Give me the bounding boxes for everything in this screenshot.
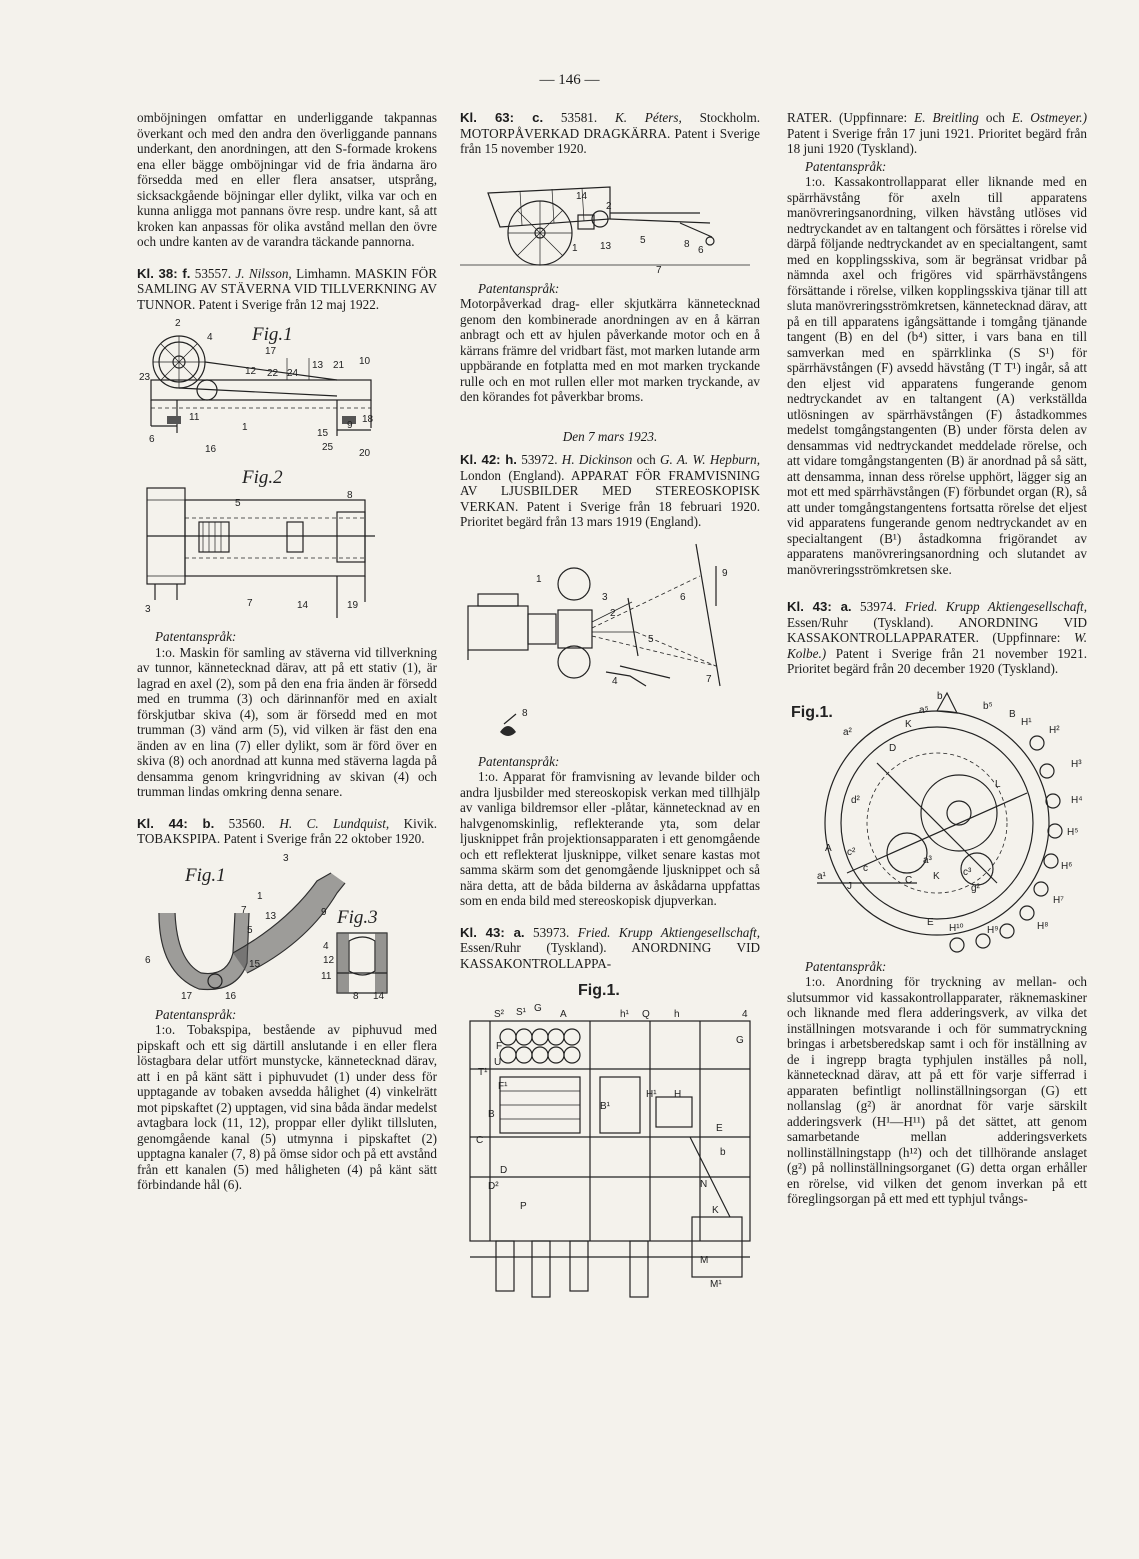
svg-text:9: 9 (321, 906, 327, 918)
claim-text: 1:o. Anordning för tryckning av mellan- och slutsummor vid kassakontrollapparater, räknemaskiner och liknande med flera adderingsverk, av vilka det inställningen motsvarande i och för summatryckning bringas i arbetsberedskap samt i och för inställning av de i ingrepp bragta typhjulen inställes på noll, kännetecknad därav, att på ett för varje sifferrad i apparaten befintligt nollinställningsorgan (G) ett nollanslag (g²) är anordnat för varje särskilt adderingsverk (H¹—H¹¹) på det sättet, att genom samarbetande mellan adderingsverkets nollinställningstapp (h¹²) och det tillhörande anslaget (g²) på nollinställningsorganet (G) detta organ erhåller en rörelse, vid vilken det genom inverkan på ett föreglingsorgan på ett med ett typhjul tvångs- (787, 974, 1087, 1206)
claim-text: 1:o. Kassakontrollapparat eller liknande med en spärrhävstång för axeln till apparatens manövreringsanordning, vilken hävstång utlöses vid nedtryckandet av en taltangent och försättes i rörelse vid därpå följande nedtryckandet av en specialtangent, samt med en kopplingsskiva, som är begränsat vridbar på nämnda axel och frigöres vid spärrhävstångens försättande i rörelse, vilken kopplingsskiva tjänar till att sluta manövreringsströmkretsen, kännetecknad därav, att på en till apparatens igångsättande i tomgång tjänande tangent (B) en del (b⁴) sitter, i vars bana en till samverkan med en spärrklinka (S S¹) för spärrhävstången (F) avsedd hävstång (T T¹) ingår, så att den eljest vid apparatens fungerande genom nedtryckandet av en taltangent (A) verkställda utlösningen av spärrhävstången (F) åstadkommes medelst tomgångstangenten (B) under första delen av densammas vid nedtryckandet meddelade rörelse, och att vidare tomgångstangenten (B) är anordnad på så sätt, att densamma, innan dess rörelse upphört, lägger sig an mot ett med spärrhävstången (F) förbundet organ (R), så att under tomgångstangentens fortsatta rörelse det eljest vid apparatens fungerande genom nedtryckandet av en specialtangent (B¹) åstadkomna frigörandet av apparatens manövreringsanordning och slutandet av manövreringsströmkretsen ske. (787, 174, 1087, 577)
svg-text:14: 14 (373, 990, 385, 1001)
svg-text:D: D (889, 742, 897, 754)
svg-text:17: 17 (265, 346, 277, 357)
patent-title: Stockholm. MOTORPÅVERKAD DRAGKÄRRA. Patent i Sverige från 15 november 1920. (460, 110, 761, 156)
svg-text:15: 15 (249, 958, 261, 970)
svg-text:8: 8 (522, 707, 528, 719)
inventor-2: W. Kolbe.) (787, 630, 1088, 661)
svg-text:H⁸: H⁸ (1037, 920, 1049, 932)
svg-text:h¹: h¹ (620, 1009, 629, 1020)
fig1-label: Fig.1 (252, 324, 293, 345)
inventor: J. Nilsson, (235, 265, 292, 281)
svg-text:5: 5 (247, 924, 253, 936)
patent-number: 53581. (560, 110, 598, 125)
svg-text:2: 2 (175, 318, 181, 329)
inventor: Fried. Krupp Aktiengesellschaft, (904, 599, 1088, 614)
svg-text:G: G (534, 1003, 542, 1014)
svg-text:C: C (905, 874, 913, 886)
claim-text: Motorpåverkad drag- eller skjutkärra kännetecknad genom den kombinerade anordningen av en å kärran anbragt och ett av hjulen påverkande motor och en å kärrans främre del vridbart fäst, mot marken lutande arm uppbärande en fotplatta med en mot marken tryckande rulle och en mot rullen eller mot marken tryckande, av den körandes fot påverkbar broms. (460, 296, 760, 404)
svg-text:11: 11 (189, 412, 200, 423)
svg-text:9: 9 (347, 420, 353, 431)
patent-number: 53560. (228, 815, 265, 831)
svg-text:E: E (716, 1123, 723, 1134)
svg-text:25: 25 (322, 442, 334, 453)
svg-text:G: G (736, 1035, 744, 1046)
figure-barrel-machine (137, 318, 437, 623)
class-code: Kl. 43: a. (460, 924, 525, 940)
svg-text:U: U (494, 1057, 502, 1068)
svg-text:11: 11 (321, 970, 332, 982)
svg-text:c³: c³ (963, 866, 972, 878)
date-heading: Den 7 mars 1923. (562, 428, 658, 444)
svg-text:L: L (995, 778, 1001, 790)
svg-text:M: M (700, 1255, 709, 1266)
pipe-fig1-label: Fig.1 (185, 864, 226, 886)
svg-text:5: 5 (235, 498, 241, 509)
svg-text:K: K (712, 1205, 719, 1216)
svg-text:2: 2 (606, 200, 612, 212)
cash-register-drawing-1 (460, 977, 760, 1307)
svg-text:b⁵: b⁵ (983, 700, 993, 712)
inventor-2: E. Ostmeyer.) (1011, 110, 1087, 125)
figure-motor-cart (460, 163, 760, 275)
column-right (787, 110, 1087, 1207)
svg-text:H⁹: H⁹ (987, 924, 999, 936)
class-code: Kl. 38: f. (137, 265, 191, 281)
svg-text:23: 23 (139, 372, 151, 383)
register1-fig-label: Fig.1. (578, 982, 620, 999)
svg-text:13: 13 (312, 360, 324, 371)
patent-title: Essen/Ruhr (Tyskland). ANORDNING VID KASSAKONTROLLAPPA- (460, 940, 760, 971)
claim-text: 1:o. Maskin för samling av stäverna vid tillverkning av tunnor, kännetecknad därav, att på ett stativ (1), är lagrad en axel (2), som på den ena fria änden är försedd med en trumma (3) och därinnanför med en axialt förskjutbar skiva (4), som är försedd med en mot trumman (3) vänd arm (5), vid vilken är fäst den ena änden av en lina (7) eller dylikt, som är förd över en skiva (8) och anordnad att kunna med stäverna lagda på densamma genom kringvridning av skivan (4) och trumman lindas omkring denna senare. (137, 644, 437, 799)
patent-title: London (England). APPARAT FÖR FRAMVISNING AV LJUSBILDER MED STEREOSKOPISK VERKAN. Patent i Sverige från 18 februari 1920. Prioritet begärd från 13 mars 1919 (England). (460, 467, 760, 529)
svg-text:T¹: T¹ (478, 1067, 488, 1078)
svg-text:H⁷: H⁷ (1053, 894, 1064, 906)
pipe-fig3-label: Fig.3 (337, 906, 378, 928)
inventor: H. Dickinson (561, 452, 633, 467)
svg-text:24: 24 (287, 368, 299, 379)
svg-text:7: 7 (656, 264, 662, 275)
svg-text:a³: a³ (923, 854, 932, 866)
svg-text:F: F (496, 1041, 503, 1052)
claim-heading: Patentanspråk: (805, 958, 887, 974)
svg-text:8: 8 (684, 238, 690, 250)
svg-text:6: 6 (149, 434, 155, 445)
svg-text:16: 16 (205, 444, 217, 455)
svg-text:H⁶: H⁶ (1061, 860, 1073, 872)
column-middle (460, 110, 760, 1313)
tobacco-pipe-drawing (137, 853, 407, 1001)
svg-text:4: 4 (612, 675, 618, 687)
fig2-label: Fig.2 (242, 467, 283, 488)
patent-entry-53557 (137, 266, 437, 313)
svg-text:d²: d² (851, 794, 860, 806)
patent-number: 53973. (533, 924, 570, 940)
figure-projector (460, 536, 760, 748)
svg-text:K: K (905, 718, 912, 730)
conjunction: och (985, 110, 1005, 125)
svg-text:13: 13 (600, 240, 612, 252)
svg-text:c: c (863, 862, 868, 874)
continuation-rest: Patent i Sverige från 17 juni 1921. Prioritet begärd från 18 juni 1920 (Tyskland). (787, 125, 1087, 156)
svg-text:a¹: a¹ (817, 870, 826, 882)
conjunction: och (636, 452, 656, 467)
svg-text:D: D (500, 1165, 508, 1176)
svg-text:8: 8 (353, 990, 359, 1001)
svg-text:B: B (1009, 708, 1016, 720)
patent-number: 53557. (194, 265, 231, 281)
claim-heading: Patentanspråk: (478, 280, 560, 296)
svg-text:4: 4 (207, 332, 213, 343)
svg-text:B: B (488, 1109, 495, 1120)
svg-text:h: h (674, 1009, 680, 1020)
svg-text:1: 1 (242, 422, 248, 433)
svg-text:5: 5 (640, 234, 646, 246)
page-number: — 146 — (539, 72, 600, 88)
inventor: E. Breitling (914, 110, 979, 125)
svg-text:E: E (927, 916, 934, 928)
svg-text:1: 1 (257, 890, 263, 902)
patent-entry-53973 (460, 925, 760, 972)
svg-text:H³: H³ (1071, 758, 1082, 770)
svg-text:2: 2 (610, 607, 616, 619)
barrel-machine-drawing (137, 318, 397, 623)
patent-entry-53560 (137, 816, 437, 847)
svg-text:F¹: F¹ (498, 1081, 508, 1092)
svg-text:S¹: S¹ (516, 1007, 526, 1018)
patent-title: Kivik. TOBAKSPIPA. Patent i Sverige från 22 oktober 1920. (137, 815, 437, 846)
svg-text:3: 3 (602, 591, 608, 603)
svg-text:H⁵: H⁵ (1067, 826, 1079, 838)
svg-text:9: 9 (722, 567, 728, 579)
svg-text:6: 6 (680, 591, 686, 603)
svg-text:6: 6 (698, 244, 704, 256)
svg-text:12: 12 (323, 954, 335, 966)
svg-text:5: 5 (648, 633, 654, 645)
projector-drawing (460, 536, 750, 748)
patent-title-rest: Patent i Sverige från 21 november 1921. Prioritet begärd från 20 december 1920 (Tyskland). (787, 645, 1088, 676)
patent-entry-53972 (460, 452, 760, 530)
patent-number: 53972. (521, 452, 558, 467)
svg-text:19: 19 (347, 600, 359, 611)
class-code: Kl. 63: c. (460, 110, 544, 125)
motor-cart-drawing (460, 163, 750, 275)
patent-title: Essen/Ruhr (Tyskland). ANORDNING VID KASSAKONTROLLAPPARATER. (Uppfinnare: (787, 614, 1087, 645)
svg-text:H: H (674, 1089, 682, 1100)
register1-figure-labels (476, 1003, 748, 1290)
svg-text:b: b (937, 690, 943, 702)
svg-text:3: 3 (145, 604, 151, 615)
svg-text:Q: Q (642, 1009, 650, 1020)
claim-heading: Patentanspråk: (805, 158, 887, 174)
cart-figure-labels (572, 191, 704, 275)
register2-fig-label: Fig.1. (791, 703, 833, 721)
patent-entry-53581 (460, 110, 760, 157)
svg-text:1: 1 (536, 573, 542, 585)
patent-number: 53974. (860, 599, 897, 614)
svg-text:H¹: H¹ (1021, 716, 1032, 728)
class-code: Kl. 44: b. (137, 815, 215, 831)
svg-text:b: b (720, 1147, 726, 1158)
svg-text:7: 7 (706, 673, 712, 685)
svg-text:S²: S² (494, 1009, 504, 1020)
svg-text:H²: H² (1049, 724, 1060, 736)
svg-text:D²: D² (488, 1181, 499, 1192)
patent-title: Limhamn. MASKIN FÖR SAMLING AV STÄVERNA VID TILLVERKNING AV TUNNOR. Patent i Sverige från 12 maj 1922. (137, 265, 437, 312)
svg-text:3: 3 (283, 852, 289, 864)
claim-text: 1:o. Apparat för framvisning av levande bilder och andra ljusbilder med stereoskopisk verkan med tillhjälp av vanliga bildremsor eller -plåtar, kännetecknad av en halvgenomskinlig, reflekterande yta, som delar ljusknippet från projektionsapparaten i ett genomgående och ett reflekterat ljusknippe, vilket senare kastas mot samma skärm som det genomgående ljusknippet och så nära detta, att de båda bilderna av åskådarna uppfattas som en enda bild med stereoskopisk djupverkan. (460, 769, 760, 908)
svg-text:a²: a² (843, 726, 852, 738)
svg-text:C: C (476, 1135, 484, 1146)
svg-text:K: K (933, 870, 940, 882)
class-code: Kl. 43: a. (787, 599, 852, 614)
inventor: K. Péters, (614, 110, 682, 125)
claim-text: 1:o. Tobakspipa, bestående av piphuvud med pipskaft och ett sig därtill anslutande i en eller flera löstagbara delar utfört munstycke, kännetecknad därav, att i en på känt sätt i piphuvudet (1) under dess för upptagande av tobaken avsedda hålighet (4) vinkelrätt mot pipskaftet (2) upptagen, vid sina båda ändar medelst avtagbara lock (11, 12), proppar eller dylikt tillsluten, genomgående kanal (5) utmynna i pipskaftet (2) upptagna kanaler (7, 8) på ömse sidor och på ett avstånd från ett kanalen (5) med håligheten (4) på känt sätt förbindande hål (6). (137, 1022, 437, 1192)
svg-text:17: 17 (181, 990, 193, 1001)
svg-text:8: 8 (347, 490, 353, 501)
inventor: Fried. Krupp Aktiengesellschaft, (577, 924, 761, 940)
svg-text:g²: g² (971, 882, 980, 894)
svg-text:20: 20 (359, 448, 371, 459)
svg-text:B¹: B¹ (600, 1101, 610, 1112)
svg-text:7: 7 (247, 598, 253, 609)
claim-heading: Patentanspråk: (155, 629, 237, 644)
svg-text:4: 4 (323, 940, 329, 952)
claim-heading: Patentanspråk: (155, 1006, 237, 1022)
svg-text:14: 14 (297, 600, 309, 611)
intro-paragraph: omböjningen omfattar en underliggande takpannas överkant och med den andra den överliggande pannans underkant, den anordningen, att den S-formade krokens ena eller bägge omböjningar vid de fria ändarna äro försedda med en eller flera ansatser, utsprång, sicksackgående böjningar eller dylikt, vilka var och en kunna anligga mot pannans övre resp. undre kant, så att kroken kan anpassas för olika avstånd mellan den övre och undre kanten av de varandra täckande pannorna. (137, 110, 437, 249)
svg-text:14: 14 (576, 190, 588, 202)
svg-text:7: 7 (241, 904, 247, 916)
figure-cash-register-1 (460, 977, 760, 1307)
patent-continuation (787, 110, 1087, 157)
cash-register-drawing-2 (787, 683, 1087, 953)
svg-text:A: A (825, 842, 832, 854)
svg-text:A: A (560, 1009, 567, 1020)
claim-heading: Patentanspråk: (478, 753, 560, 769)
svg-text:N: N (700, 1179, 708, 1190)
svg-text:13: 13 (265, 910, 277, 922)
continuation-text: RATER. (Uppfinnare: (787, 110, 908, 125)
svg-text:P: P (520, 1201, 527, 1212)
svg-text:c²: c² (847, 846, 856, 858)
svg-text:J: J (847, 880, 852, 892)
inventor-2: G. A. W. Hepburn, (660, 452, 761, 467)
svg-text:1: 1 (572, 242, 578, 254)
svg-text:a⁵: a⁵ (919, 704, 929, 716)
svg-text:4: 4 (742, 1009, 748, 1020)
svg-text:10: 10 (359, 356, 371, 367)
svg-text:M¹: M¹ (710, 1279, 722, 1290)
svg-text:6: 6 (145, 954, 151, 966)
column-left (137, 110, 437, 1193)
svg-text:H¹: H¹ (646, 1089, 657, 1100)
inventor: H. C. Lundquist, (279, 815, 390, 831)
figure-tobacco-pipe (137, 853, 437, 1001)
svg-text:16: 16 (225, 990, 237, 1001)
svg-text:18: 18 (362, 414, 374, 425)
class-code: Kl. 42: h. (460, 452, 517, 467)
patent-entry-53974 (787, 599, 1087, 677)
svg-text:21: 21 (333, 360, 345, 371)
figure-cash-register-2 (787, 683, 1087, 953)
svg-text:H⁴: H⁴ (1071, 794, 1083, 806)
svg-text:22: 22 (267, 368, 279, 379)
svg-text:H¹⁰: H¹⁰ (949, 922, 964, 934)
svg-text:15: 15 (317, 428, 329, 439)
svg-text:12: 12 (245, 366, 257, 377)
